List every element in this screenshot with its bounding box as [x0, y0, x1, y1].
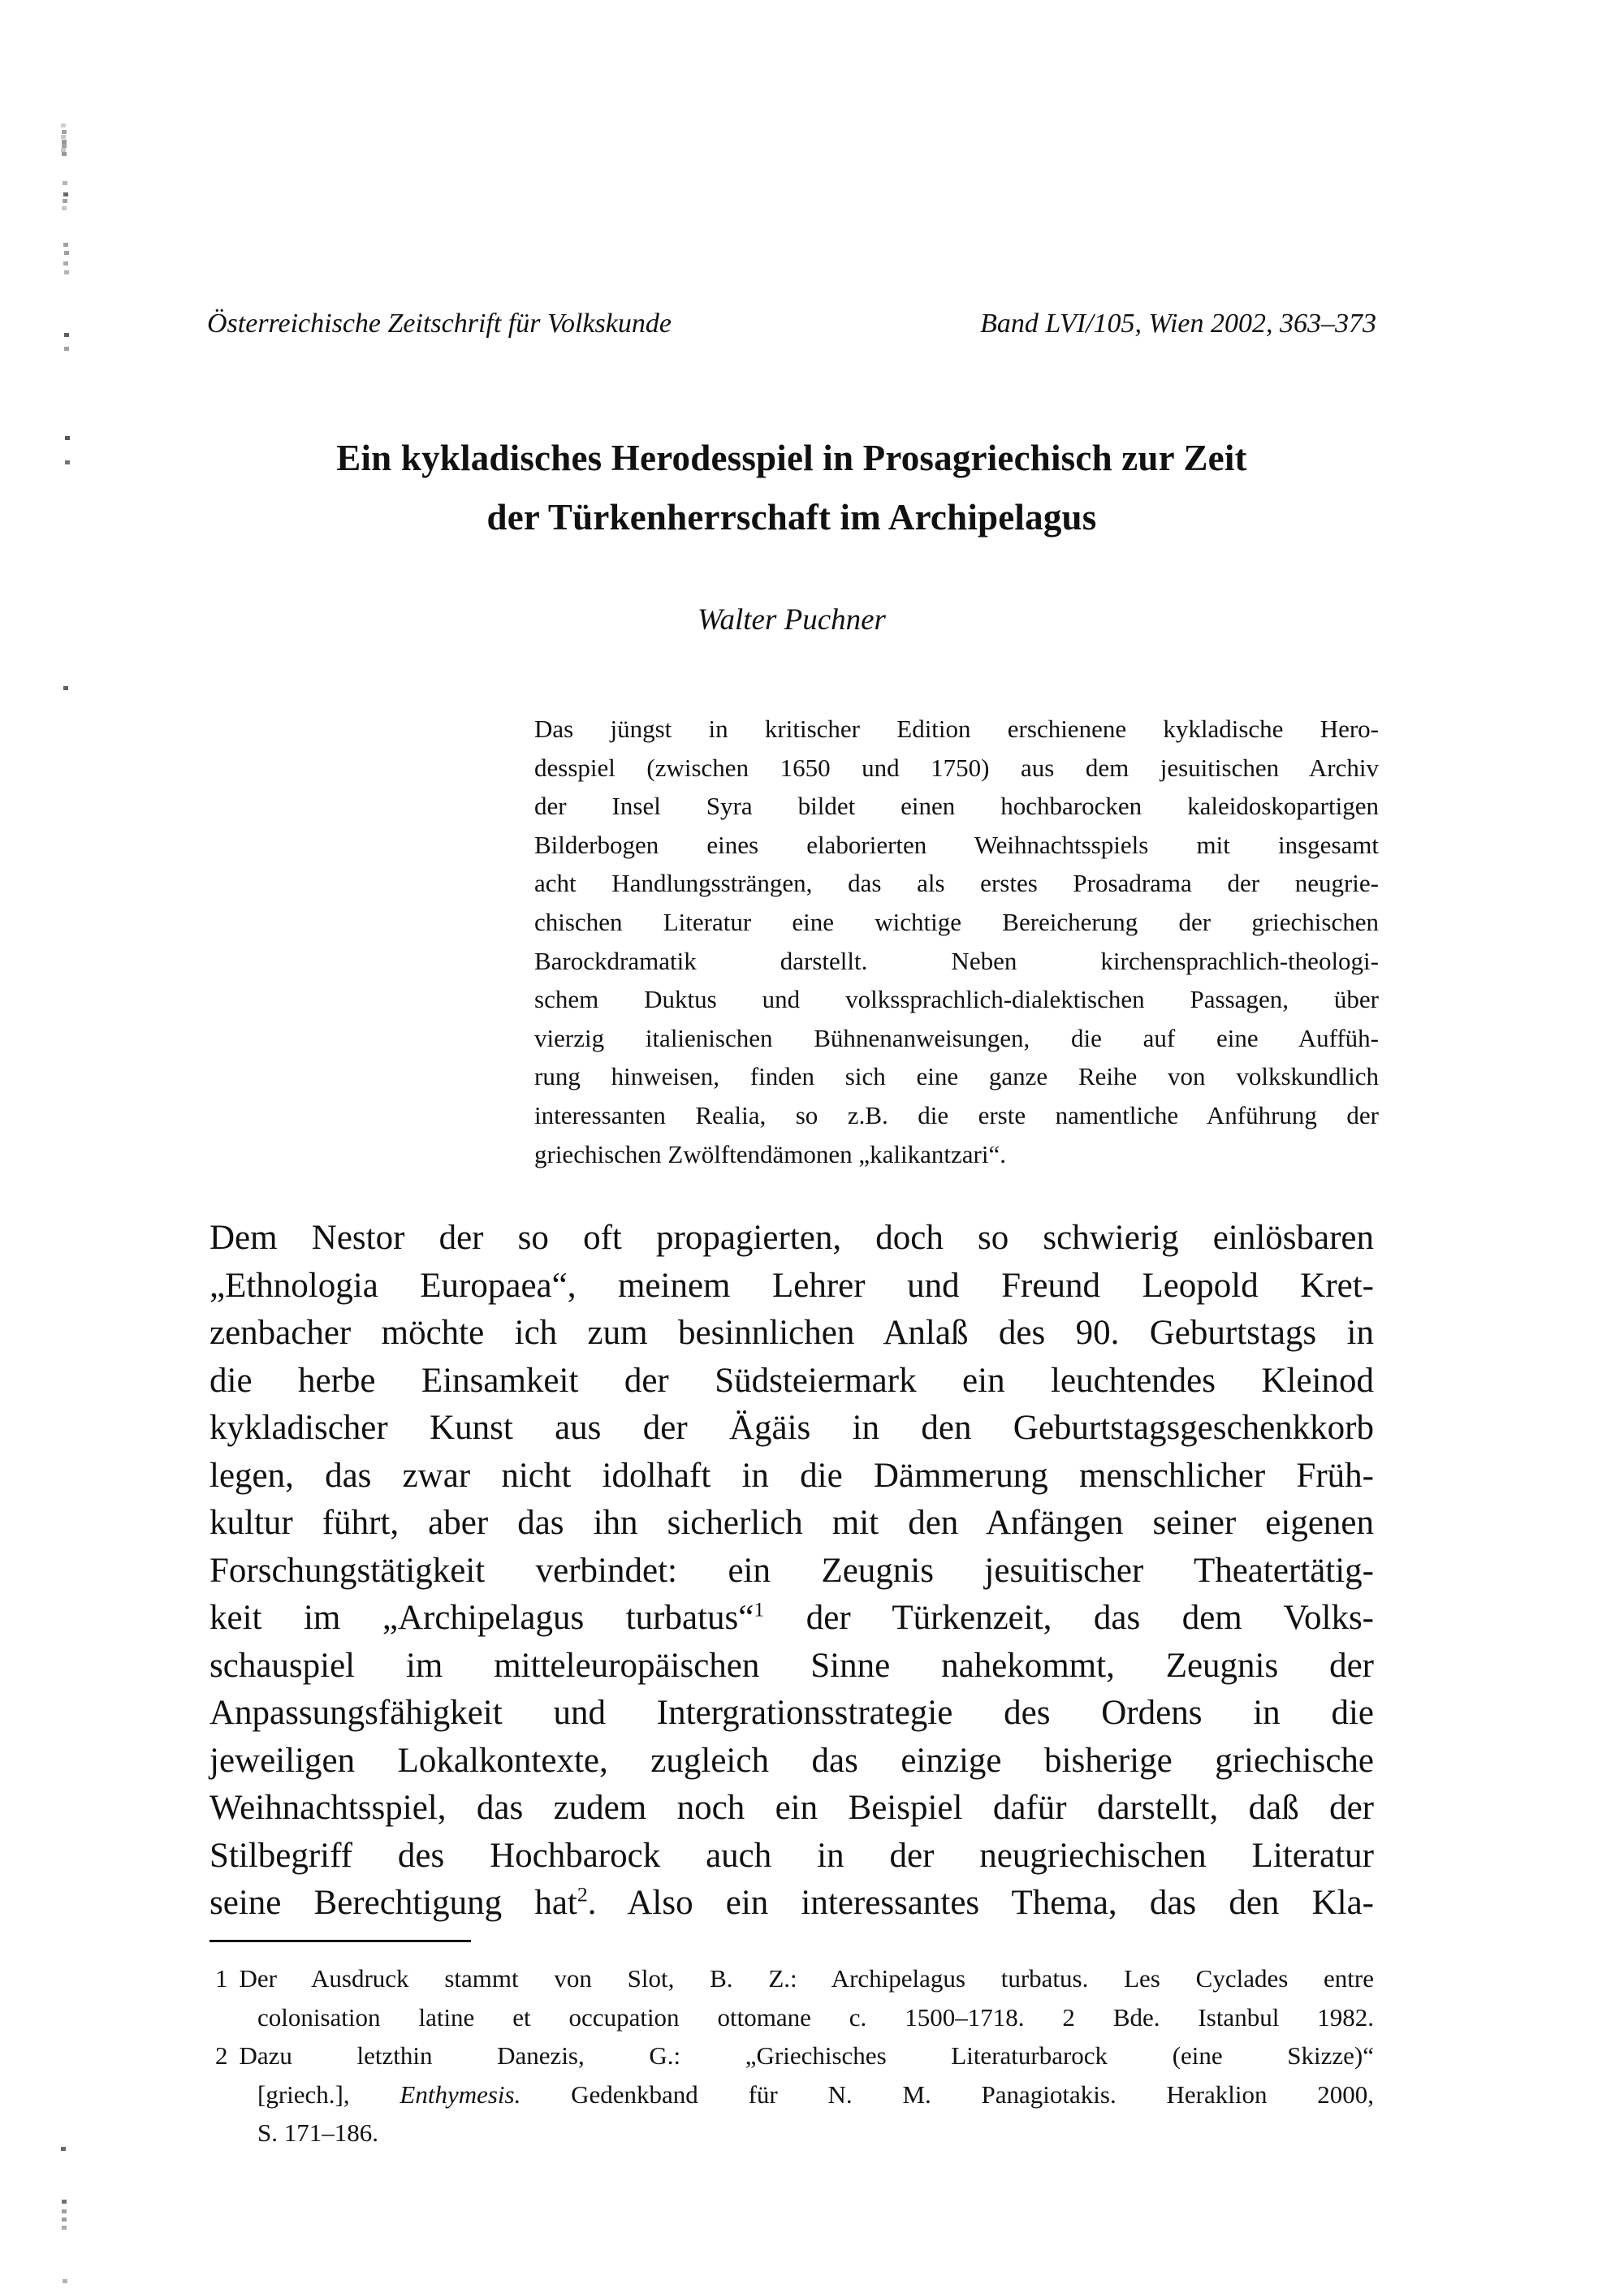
abstract-line: Barockdramatik darstellt. Neben kirchensprachlich-theologi-: [534, 946, 1379, 975]
body-line: legen, das zwar nicht idolhaft in die Dämmerung menschlicher Früh-: [209, 1456, 1374, 1495]
footnote-ref-2: 2: [577, 1882, 588, 1907]
scan-speck: [64, 347, 69, 351]
scan-speck: [62, 2217, 67, 2222]
scan-speck: [62, 130, 67, 134]
footnote-1-marker: 1: [215, 1964, 228, 1993]
scan-speck: [65, 460, 70, 464]
scan-speck: [63, 192, 68, 196]
abstract-line: chischen Literatur eine wichtige Bereicherung der griechischen: [534, 907, 1379, 936]
body-line: Anpassungsfähigkeit und Intergrationsstrategie des Ordens in die: [209, 1694, 1374, 1732]
scan-speck: [65, 436, 70, 440]
footnote-2-text: Gedenkband für N. M. Panagiotakis. Heraklion 2000,: [520, 2079, 1374, 2109]
footnote-2-italic-title: Enthymesis.: [400, 2079, 521, 2109]
abstract-line: Bilderbogen eines elaborierten Weihnachtsspiels mit insgesamt: [534, 830, 1379, 859]
article-title-line2: der Türkenherrschaft im Archipelagus: [486, 497, 1097, 538]
scan-speck: [61, 135, 66, 139]
abstract-block: [534, 710, 1379, 1173]
scan-speck: [64, 333, 69, 337]
scan-speck: [63, 181, 67, 185]
abstract-line: rung hinweisen, finden sich eine ganze Reihe von volkskundlich: [534, 1062, 1379, 1091]
scan-speck: [63, 261, 68, 266]
body-line: Weihnachtsspiel, das zudem noch ein Beispiel dafür darstellt, daß der: [209, 1789, 1374, 1827]
footnote-2-line: [215, 2036, 1374, 2075]
scan-speck: [63, 686, 68, 690]
abstract-line: der Insel Syra bildet einen hochbarocken kaleidoskopartigen: [534, 792, 1379, 821]
scan-speck: [62, 206, 67, 210]
footnote-2-line: [257, 2075, 1374, 2114]
body-line: zenbacher möchte ich zum besinnlichen Anlaß des 90. Geburtstags in: [209, 1314, 1374, 1352]
journal-name: Österreichische Zeitschrift für Volkskunde: [207, 309, 672, 339]
body-line-text: keit im „Archipelagus turbatus“: [209, 1599, 754, 1637]
body-line: [209, 1880, 1374, 1928]
footnote-2-text: Dazu letzthin Danezis, G.: „Griechisches Literaturbarock (eine Skizze)“: [239, 2041, 1374, 2070]
scan-speck: [62, 2226, 67, 2230]
author-name: Walter Puchner: [698, 603, 886, 637]
abstract-line: acht Handlungssträngen, das als erstes Prosadrama der neugrie-: [534, 869, 1379, 898]
body-line: Forschungstätigkeit verbindet: ein Zeugnis jesuitischer Theatertätig-: [209, 1551, 1374, 1590]
body-line: [209, 1595, 1374, 1643]
scan-speck: [63, 2279, 67, 2283]
abstract-line: vierzig italienischen Bühnenanweisungen, die auf eine Auffüh-: [534, 1023, 1379, 1052]
footnote-ref-1: 1: [754, 1597, 765, 1622]
scan-speck: [64, 251, 69, 255]
body-line-text: . Also ein interessantes Thema, das den Kla-: [587, 1884, 1374, 1922]
body-line: die herbe Einsamkeit der Südsteiermark ein leuchtendes Kleinod: [209, 1361, 1374, 1400]
footnote-1-line: colonisation latine et occupation ottomane c. 1500–1718. 2 Bde. Istanbul 1982.: [257, 2002, 1374, 2032]
scan-speck: [62, 152, 67, 156]
scan-speck: [61, 123, 66, 127]
abstract-line: Das jüngst in kritischer Edition erschienene kykladische Hero-: [534, 715, 1379, 743]
body-line: Stilbegriff des Hochbarock auch in der neugriechischen Literatur: [209, 1836, 1374, 1875]
body-line: „Ethnologia Europaea“, meinem Lehrer und Freund Leopold Kret-: [209, 1266, 1374, 1305]
footnote-1-text: Der Ausdruck stammt von Slot, B. Z.: Archipelagus turbatus. Les Cyclades entre: [239, 1964, 1374, 1993]
body-line: kultur führt, aber das ihn sicherlich mit den Anfängen seiner eigenen: [209, 1504, 1374, 1542]
abstract-line: griechischen Zwölftendämonen „kalikantzari“.: [534, 1139, 1006, 1168]
body-line: schauspiel im mitteleuropäischen Sinne nahekommt, Zeugnis der: [209, 1646, 1374, 1685]
abstract-line: desspiel (zwischen 1650 und 1750) aus dem jesuitischen Archiv: [534, 753, 1379, 782]
issue-info: Band LVI/105, Wien 2002, 363–373: [980, 309, 1376, 339]
abstract-line: interessanten Realia, so z.B. die erste namentliche Anführung der: [534, 1100, 1379, 1129]
scan-speck: [63, 243, 68, 247]
body-line: jeweiligen Lokalkontexte, zugleich das einzige bisherige griechische: [209, 1741, 1374, 1780]
body-line-text: der Türkenzeit, das dem Volks-: [764, 1599, 1374, 1637]
scan-speck: [64, 270, 69, 274]
footnote-separator-rule: [209, 1940, 471, 1942]
body-line-text: seine Berechtigung hat: [209, 1884, 577, 1922]
footnotes-block: [215, 1959, 1374, 2153]
footnote-1-line: [215, 1959, 1374, 1998]
article-title: [207, 429, 1376, 547]
body-line: Dem Nestor der so oft propagierten, doch so schwierig einlösbaren: [209, 1219, 1374, 1257]
footnote-2-marker: 2: [215, 2041, 228, 2070]
footnote-2-text: [griech.],: [257, 2079, 400, 2109]
page-header: [207, 307, 1376, 341]
article-title-line1: Ein kykladisches Herodesspiel in Prosagriechisch zur Zeit: [336, 438, 1247, 478]
scan-speck: [63, 199, 67, 203]
footnote-2-line: S. 171–186.: [257, 2118, 378, 2147]
abstract-line: schem Duktus und volkssprachlich-dialektischen Passagen, über: [534, 985, 1379, 1014]
scan-speck: [61, 2147, 66, 2151]
scan-speck: [62, 2200, 67, 2204]
body-line: kykladischer Kunst aus der Ägäis in den Geburtstagsgeschenkkorb: [209, 1409, 1374, 1447]
main-text: [209, 1215, 1374, 1928]
scan-speck: [62, 2209, 67, 2213]
